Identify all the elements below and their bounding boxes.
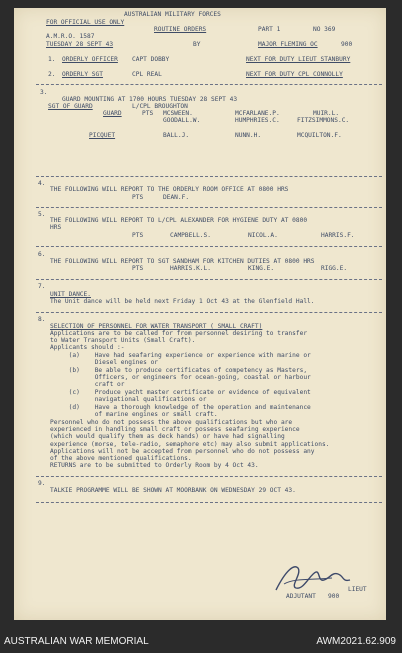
section-divider xyxy=(36,207,382,208)
picquet-name: NUNN.H. xyxy=(235,132,262,139)
section-5-pts: PTS xyxy=(132,232,144,239)
section-divider xyxy=(36,279,382,280)
section-8-line: to Water Transport Units (Small Craft). xyxy=(50,337,196,344)
section-8-line: RETURNS are to be submitted to Orderly Room by 4 Oct 43. xyxy=(50,462,259,469)
guard-pts-label: PTS xyxy=(142,110,154,117)
guard-name: MCSWEEN. xyxy=(163,110,193,117)
duty-1-next: NEXT FOR DUTY LIEUT STANBURY xyxy=(246,56,351,63)
section-8-line: Officers, or engineers for ocean-going, coastal or harbour xyxy=(50,374,311,381)
force-heading: AUSTRALIAN MILITARY FORCES xyxy=(124,11,221,18)
guard-name: MCFARLANE.P. xyxy=(235,110,280,117)
section-5-name: CAMPBELL.S. xyxy=(170,232,211,239)
section-8-line: SELECTION OF PERSONNEL FOR WATER TRANSPORT ( SMALL CRAFT) xyxy=(50,323,263,330)
order-number: NO 369 xyxy=(313,26,336,33)
section-8-line: Applicants should :- xyxy=(50,344,125,351)
section-8-line: experienced in handling small craft or possess seafaring experience xyxy=(50,426,300,433)
duty-2-role: ORDERLY SGT xyxy=(62,71,103,78)
section-8-line: craft or xyxy=(50,381,125,388)
sgt-of-guard-label: SGT OF GUARD xyxy=(48,103,93,110)
duty-2-number: 2. xyxy=(48,71,56,78)
section-9-number: 9. xyxy=(38,480,46,487)
orders-type: ROUTINE ORDERS xyxy=(154,26,207,33)
footer-accession: AWM2021.62.909 xyxy=(316,636,396,647)
section-8-line: (d) Have a thorough knowledge of the operation and maintenance xyxy=(50,404,311,411)
section-6-number: 6. xyxy=(38,251,46,258)
section-5-number: 5. xyxy=(38,211,46,218)
archive-footer xyxy=(0,630,402,653)
part-label: PART 1 xyxy=(258,26,281,33)
footer-source: AUSTRALIAN WAR MEMORIAL xyxy=(4,636,149,647)
section-divider xyxy=(36,176,382,177)
duty-2-next: NEXT FOR DUTY CPL CONNOLLY xyxy=(246,71,343,78)
official-use-label: FOR OFFICIAL USE ONLY xyxy=(46,19,125,26)
picquet-name: BALL.J. xyxy=(163,132,190,139)
signoff-rank: LIEUT xyxy=(348,586,367,593)
section-divider xyxy=(36,84,382,85)
section-8-line: Applications will not be accepted from personnel who do not possess any xyxy=(50,448,315,455)
guard-label: GUARD xyxy=(103,110,122,117)
section-5-name: HARRIS.F. xyxy=(321,232,355,239)
section-6-pts: PTS xyxy=(132,265,144,272)
guard-mounting-line: GUARD MOUNTING AT 1700 HOURS TUESDAY 28 SEPT 43 xyxy=(62,96,238,103)
picquet-name: MCQUILTON.F. xyxy=(297,132,342,139)
section-4-pts: PTS xyxy=(132,194,144,201)
section-6-name: RIGG.E. xyxy=(321,265,348,272)
section-8-line: of the above mentioned qualifications. xyxy=(50,455,192,462)
section-4-number: 4. xyxy=(38,180,46,187)
duty-2-name: CPL REAL xyxy=(132,71,162,78)
section-4-text: THE FOLLOWING WILL REPORT TO THE ORDERLY ROOM OFFICE AT 0800 HRS xyxy=(50,186,289,193)
signoff-number: 900 xyxy=(328,593,340,600)
section-divider xyxy=(36,312,382,313)
section-7-title: UNIT DANCE. xyxy=(50,291,91,298)
section-6-name: KING.E. xyxy=(248,265,275,272)
section-8-line: (a) Have had seafaring experience or experience with marine or xyxy=(50,352,311,359)
section-6-name: HARRIS.K.L. xyxy=(170,265,211,272)
section-divider xyxy=(36,246,382,247)
section-5-text: HRS xyxy=(50,224,62,231)
section-8-line: (b) Be able to produce certificates of competency as Masters, xyxy=(50,367,308,374)
section-8-line: of marine engines or small craft. xyxy=(50,411,218,418)
section-6-text: THE FOLLOWING WILL REPORT TO SGT SANDHAM FOR KITCHEN DUTIES AT 0800 HRS xyxy=(50,258,315,265)
order-date: TUESDAY 28 SEPT 43 xyxy=(46,41,114,48)
signoff-title: ADJUTANT xyxy=(286,593,316,600)
section-8-line: (which would qualify them as deck hands) or have had signalling xyxy=(50,433,285,440)
commander-name: MAJOR FLEMING OC xyxy=(258,41,318,48)
duty-1-number: 1. xyxy=(48,56,56,63)
guard-name: HUMPHRIES.C. xyxy=(235,117,280,124)
section-9-text: TALKIE PROGRAMME WILL BE SHOWN AT MOORBANK ON WEDNESDAY 29 OCT 43. xyxy=(50,487,296,494)
guard-name: GOODALL.W. xyxy=(163,117,201,124)
section-7-body: The Unit dance will be held next Friday 1 Oct 43 at the Glenfield Hall. xyxy=(50,298,315,305)
section-8-number: 8. xyxy=(38,316,46,323)
section-8-line: Diesel engines or xyxy=(50,359,159,366)
strength-number: 900 xyxy=(341,41,353,48)
section-7-number: 7. xyxy=(38,283,46,290)
guard-corporal: L/CPL BROUGHTON xyxy=(132,103,188,110)
guard-name: FITZSIMMONS.C. xyxy=(297,117,350,124)
section-8-line: Applications are to be called for from personnel desiring to transfer xyxy=(50,330,308,337)
picquet-label: PICQUET xyxy=(89,132,116,139)
duty-1-role: ORDERLY OFFICER xyxy=(62,56,118,63)
unit-ref: A.M.R.O. 1587 xyxy=(46,33,95,40)
section-4-name: DEAN.F. xyxy=(163,194,190,201)
section-8-line: navigational qualifications or xyxy=(50,396,207,403)
section-divider xyxy=(36,502,382,503)
guard-name: MUIR.L. xyxy=(313,110,340,117)
section-5-name: NICOL.A. xyxy=(248,232,278,239)
section-divider xyxy=(36,476,382,477)
by-label: BY xyxy=(193,41,201,48)
duty-1-name: CAPT DOBBY xyxy=(132,56,170,63)
section-3-number: 3. xyxy=(40,89,48,96)
section-8-line: experience (morse, tele-radio, semaphore etc) may also submit applications. xyxy=(50,441,330,448)
section-8-line: Personnel who do not possess the above qualifications but who are xyxy=(50,419,293,426)
section-8-line: (c) Produce yacht master certificate or evidence of equivalent xyxy=(50,389,311,396)
section-5-text: THE FOLLOWING WILL REPORT TO L/CPL ALEXANDER FOR HYGIENE DUTY AT 0800 xyxy=(50,217,308,224)
